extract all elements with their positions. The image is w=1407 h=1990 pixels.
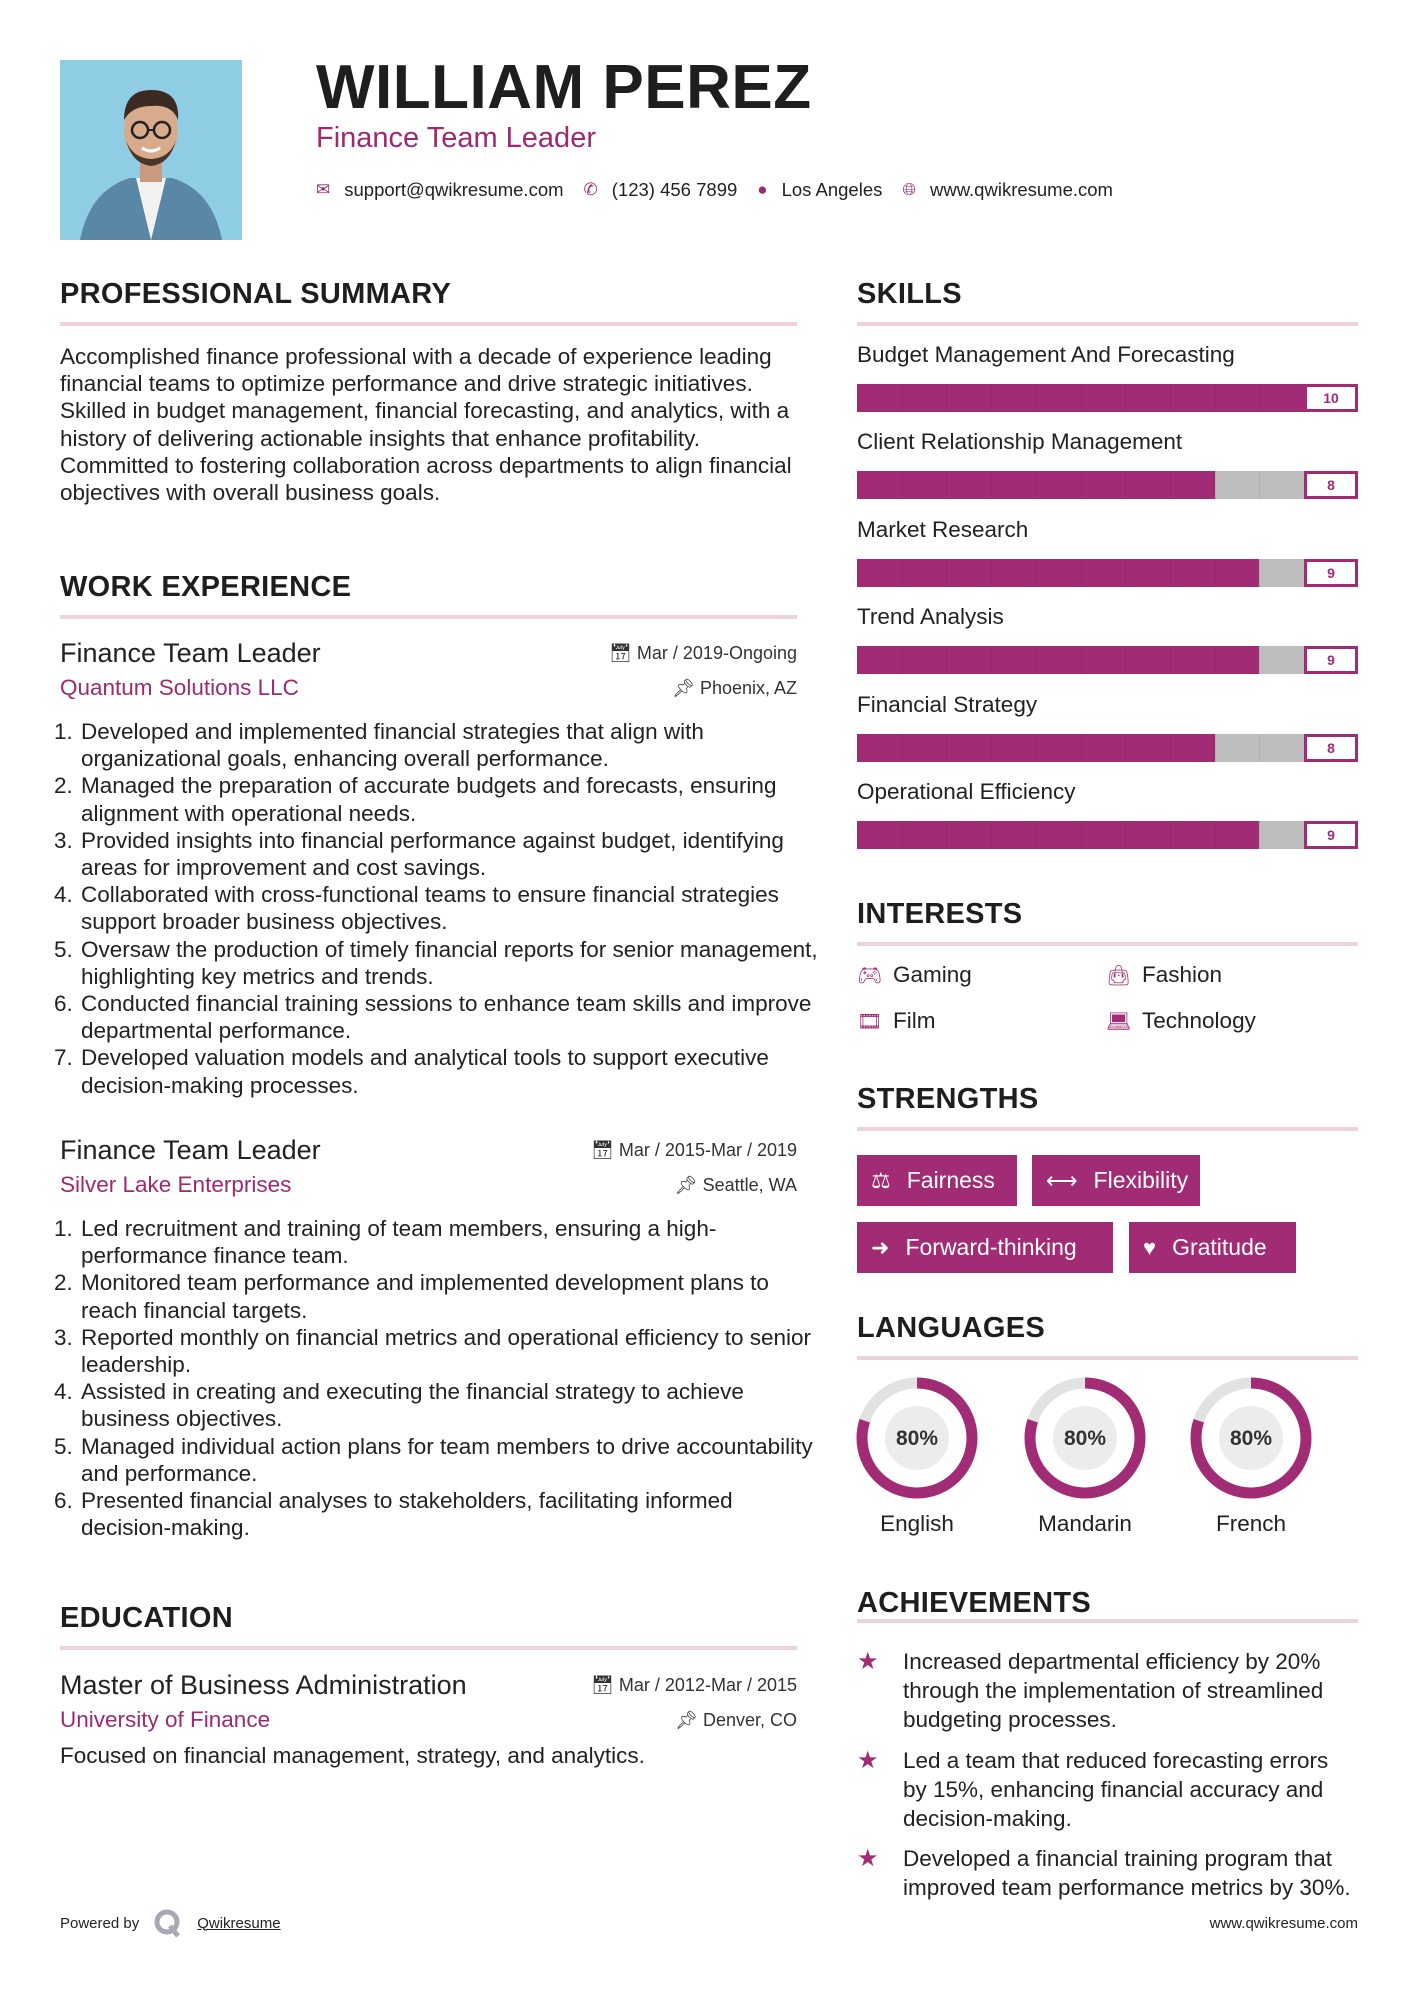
qwikresume-logo-icon xyxy=(153,1908,183,1938)
experience-heading: WORK EXPERIENCE xyxy=(60,571,352,603)
film-icon: 🎞︎ xyxy=(857,1010,883,1033)
skill-bar-segment xyxy=(991,471,992,499)
job-bullet: 4. Collaborated with cross-functional teams to ensure financial strategies support broader business objectives. xyxy=(79,881,820,935)
achievement-item xyxy=(857,1845,1358,1903)
footer-website[interactable]: www.qwikresume.com xyxy=(1209,1915,1358,1932)
interest-gaming xyxy=(857,962,972,988)
skill-bar-segment xyxy=(991,559,992,587)
language-progress-ring xyxy=(1186,1376,1316,1500)
education-description: Focused on financial management, strategy, and analytics. xyxy=(60,1743,645,1768)
skill-bar-segment xyxy=(902,646,903,674)
job-bullet: 6. Presented financial analyses to stakeholders, facilitating informed decision-making. xyxy=(79,1487,820,1541)
skill-bar-segment xyxy=(1036,821,1037,849)
skill-bar-segment xyxy=(1081,734,1082,762)
skill-bar-segment xyxy=(1125,734,1126,762)
language-progress-ring xyxy=(852,1376,982,1500)
skill-bar-segment xyxy=(1215,734,1216,762)
skill-score: 8 xyxy=(1304,734,1358,762)
job-location: Phoenix, AZ xyxy=(699,677,797,698)
achievement-item xyxy=(857,1648,1358,1734)
skill-bar-segment xyxy=(946,384,947,412)
job-bullet: 5. Oversaw the production of timely financial reports for senior management, highlighting key metrics and trends. xyxy=(79,936,820,990)
skill-bar-segment xyxy=(991,821,992,849)
skill-bar-segment xyxy=(1036,471,1037,499)
job-entry xyxy=(60,636,818,1099)
contact-website[interactable]: www.qwikresume.com xyxy=(929,179,1113,200)
skill-bar-segment xyxy=(1081,559,1082,587)
company-name: Quantum Solutions LLC xyxy=(60,675,299,700)
arrows-horizontal-icon: ⟷ xyxy=(1046,1167,1078,1193)
skill-bar xyxy=(857,559,1358,587)
language-item xyxy=(852,1376,982,1537)
skill-bar-segment xyxy=(1081,384,1082,412)
language-item xyxy=(1186,1376,1316,1537)
phone-icon: ✆ xyxy=(583,180,598,199)
skill-item xyxy=(857,517,1358,604)
job-bullet: 2. Monitored team performance and implemented development plans to reach financial targets. xyxy=(79,1269,820,1323)
skill-bar-segment xyxy=(1081,821,1082,849)
skill-bar-segment xyxy=(1081,471,1082,499)
skill-bar-segment xyxy=(946,646,947,674)
school-name: University of Finance xyxy=(60,1707,271,1732)
achievement-text: Led a team that reduced forecasting errors by 15%, enhancing financial accuracy and decision-making. xyxy=(903,1748,1329,1831)
candidate-title: Finance Team Leader xyxy=(316,122,596,154)
section-divider xyxy=(60,1646,797,1650)
shooting-star-icon: ★ xyxy=(857,1845,879,1872)
education-date: Mar / 2012-Mar / 2015 xyxy=(618,1674,797,1695)
pushpin-icon: 📌︎ xyxy=(675,1709,703,1730)
calendar-icon: 📅︎ xyxy=(591,1139,619,1160)
interests-heading: INTERESTS xyxy=(857,898,1023,930)
skill-bar-fill xyxy=(857,821,1259,849)
skill-bar-segment xyxy=(1170,821,1171,849)
skill-bar-segment xyxy=(1125,471,1126,499)
map-pin-icon: ● xyxy=(757,180,768,199)
envelope-icon: ✉ xyxy=(316,180,331,199)
skill-item xyxy=(857,692,1358,779)
skill-score: 10 xyxy=(1304,384,1358,412)
skill-label: Budget Management And Forecasting xyxy=(857,342,1235,367)
skill-bar-segment xyxy=(1215,646,1216,674)
section-divider xyxy=(857,1127,1358,1131)
skill-bar-segment xyxy=(902,471,903,499)
candidate-name: WILLIAM PEREZ xyxy=(316,53,812,122)
skill-bar-segment xyxy=(1259,646,1260,674)
interest-label: Film xyxy=(893,1008,936,1033)
globe-icon: 🌐︎ xyxy=(902,180,916,199)
section-divider xyxy=(60,615,797,619)
language-label: Mandarin xyxy=(1038,1511,1132,1536)
skill-bar-segment xyxy=(1259,559,1260,587)
calendar-icon: 📅︎ xyxy=(609,642,637,663)
skill-bar-segment xyxy=(1170,646,1171,674)
skill-score: 8 xyxy=(1304,471,1358,499)
skill-bar-segment xyxy=(902,821,903,849)
interest-label: Technology xyxy=(1142,1008,1256,1033)
skill-bar-fill xyxy=(857,384,1358,412)
section-divider xyxy=(857,1619,1358,1623)
strength-label: Forward-thinking xyxy=(905,1234,1077,1260)
skill-bar-segment xyxy=(1170,559,1171,587)
company-name: Silver Lake Enterprises xyxy=(60,1172,292,1197)
skill-label: Operational Efficiency xyxy=(857,778,1076,804)
strength-label: Fairness xyxy=(906,1167,995,1193)
skill-bar-segment xyxy=(1215,821,1216,849)
skill-bar-segment xyxy=(1215,559,1216,587)
skill-score: 9 xyxy=(1304,559,1358,587)
skill-label: Client Relationship Management xyxy=(857,429,1183,455)
skill-item xyxy=(857,604,1358,691)
strength-gratitude xyxy=(1129,1222,1296,1273)
skill-item xyxy=(857,342,1358,429)
skill-bar xyxy=(857,734,1358,762)
achievement-text: Increased departmental efficiency by 20% through the implementation of streamlined budgeting processes. xyxy=(903,1649,1324,1732)
strength-flexibility xyxy=(1032,1155,1200,1206)
skill-bar-segment xyxy=(991,646,992,674)
language-percent: 80% xyxy=(895,1427,939,1450)
job-bullet: 6. Conducted financial training sessions to enhance team skills and improve departmental performance. xyxy=(79,990,820,1044)
interest-label: Gaming xyxy=(893,962,972,987)
skill-bar-segment xyxy=(991,384,992,412)
job-bullet: 4. Assisted in creating and executing the financial strategy to achieve business objectives. xyxy=(79,1378,820,1432)
job-bullets xyxy=(60,718,820,1099)
language-progress-ring xyxy=(1020,1376,1150,1500)
skill-bar-segment xyxy=(902,559,903,587)
skills-heading: SKILLS xyxy=(857,278,962,310)
skill-bar-segment xyxy=(1081,646,1082,674)
skills-list xyxy=(857,342,1358,866)
skill-bar-segment xyxy=(1259,471,1260,499)
strength-fairness xyxy=(857,1155,1017,1206)
skill-bar-segment xyxy=(1215,471,1216,499)
summary-heading: PROFESSIONAL SUMMARY xyxy=(60,278,452,310)
contact-phone: (123) 456 7899 xyxy=(611,179,738,200)
language-percent: 80% xyxy=(1229,1427,1273,1450)
qwikresume-link[interactable]: Qwikresume xyxy=(197,1914,281,1932)
skill-bar xyxy=(857,471,1358,499)
skill-bar-segment xyxy=(1259,384,1260,412)
contact-info xyxy=(316,179,1133,201)
heart-icon: ♥ xyxy=(1143,1234,1157,1260)
section-divider xyxy=(857,322,1358,326)
skill-bar-segment xyxy=(1170,471,1171,499)
skill-bar-fill xyxy=(857,559,1259,587)
skill-label: Financial Strategy xyxy=(857,691,1038,717)
job-entry xyxy=(60,1133,813,1541)
skill-bar-segment xyxy=(902,384,903,412)
profile-photo xyxy=(60,60,242,240)
job-bullet: 3. Reported monthly on financial metrics and operational efficiency to senior leadership. xyxy=(79,1324,820,1378)
skill-label: Market Research xyxy=(857,516,1029,542)
job-bullets xyxy=(60,1215,820,1541)
skill-bar-segment xyxy=(902,734,903,762)
job-date: Mar / 2015-Mar / 2019 xyxy=(618,1139,797,1160)
contact-email[interactable]: support@qwikresume.com xyxy=(344,179,564,200)
skill-bar xyxy=(857,821,1358,849)
education-heading: EDUCATION xyxy=(60,1602,233,1634)
skill-bar-segment xyxy=(1259,734,1260,762)
skill-bar-segment xyxy=(1170,384,1171,412)
skill-bar-segment xyxy=(1036,559,1037,587)
language-label: English xyxy=(880,1511,954,1536)
interest-fashion xyxy=(1106,962,1222,988)
skill-bar-segment xyxy=(946,559,947,587)
skill-score: 9 xyxy=(1304,821,1358,849)
skill-bar-segment xyxy=(991,734,992,762)
skill-bar-segment xyxy=(1170,734,1171,762)
powered-by xyxy=(60,1908,281,1938)
education-location: Denver, CO xyxy=(702,1709,797,1730)
job-bullet: 1. Developed and implemented financial strategies that align with organizational goals, enhancing overall performance. xyxy=(79,718,820,772)
job-bullet: 3. Provided insights into financial performance against budget, identifying areas for improvement and cost savings. xyxy=(79,827,820,881)
shooting-star-icon: ★ xyxy=(857,1648,879,1675)
section-divider xyxy=(857,942,1358,946)
degree-name: Master of Business Administration xyxy=(60,1669,467,1700)
languages-heading: LANGUAGES xyxy=(857,1312,1045,1344)
skill-bar-segment xyxy=(1036,384,1037,412)
skill-bar-segment xyxy=(1215,384,1216,412)
job-title: Finance Team Leader xyxy=(60,637,321,668)
language-item xyxy=(1020,1376,1150,1537)
language-label: French xyxy=(1215,1511,1287,1536)
section-divider xyxy=(60,322,797,326)
shopping-bag-icon: 👜︎ xyxy=(1106,964,1132,987)
strengths-heading: STRENGTHS xyxy=(857,1083,1039,1115)
job-location: Seattle, WA xyxy=(702,1174,797,1195)
education-entry xyxy=(60,1668,797,1769)
skill-bar-segment xyxy=(946,821,947,849)
job-title: Finance Team Leader xyxy=(60,1134,321,1165)
interest-label: Fashion xyxy=(1142,962,1223,987)
calendar-icon: 📅︎ xyxy=(591,1674,619,1695)
strength-forward-thinking xyxy=(857,1222,1113,1273)
skill-bar-segment xyxy=(1125,384,1126,412)
gamepad-icon: 🎮︎ xyxy=(857,964,883,987)
arrow-right-icon: ➜ xyxy=(871,1234,890,1260)
pushpin-icon: 📌︎ xyxy=(672,677,700,698)
shooting-star-icon: ★ xyxy=(857,1747,879,1774)
achievement-item xyxy=(857,1747,1358,1833)
skill-bar-segment xyxy=(1125,559,1126,587)
skill-bar-segment xyxy=(946,471,947,499)
skill-bar-segment xyxy=(1125,821,1126,849)
interest-film xyxy=(857,1008,935,1034)
achievements-heading: ACHIEVEMENTS xyxy=(857,1587,1092,1619)
skill-item xyxy=(857,429,1358,516)
job-date: Mar / 2019-Ongoing xyxy=(636,642,797,663)
skill-bar-segment xyxy=(1036,646,1037,674)
balance-scale-icon: ⚖ xyxy=(871,1167,891,1193)
strength-label: Flexibility xyxy=(1093,1167,1189,1193)
pushpin-icon: 📌︎ xyxy=(674,1174,703,1195)
skill-bar-segment xyxy=(1259,821,1260,849)
job-bullet: 1. Led recruitment and training of team members, ensuring a high-performance finance team. xyxy=(79,1215,820,1269)
powered-by-label: Powered by xyxy=(60,1914,140,1932)
skill-score: 9 xyxy=(1304,646,1358,674)
strength-label: Gratitude xyxy=(1172,1234,1267,1260)
skill-bar-segment xyxy=(1125,646,1126,674)
skill-label: Trend Analysis xyxy=(857,604,1004,630)
contact-location: Los Angeles xyxy=(781,179,883,200)
achievement-text: Developed a financial training program that improved team performance metrics by 30%. xyxy=(903,1846,1351,1900)
job-bullet: 5. Managed individual action plans for team members to drive accountability and performance. xyxy=(79,1433,820,1487)
skill-item xyxy=(857,779,1358,866)
interest-technology xyxy=(1106,1008,1256,1034)
skill-bar-segment xyxy=(1036,734,1037,762)
job-bullet: 7. Developed valuation models and analytical tools to support executive decision-making processes. xyxy=(79,1044,820,1098)
language-percent: 80% xyxy=(1063,1427,1107,1450)
skill-bar-segment xyxy=(946,734,947,762)
section-divider xyxy=(857,1356,1358,1360)
skill-bar xyxy=(857,384,1358,412)
laptop-icon: 💻︎ xyxy=(1106,1010,1132,1033)
summary-text: Accomplished finance professional with a decade of experience leading financial teams to optimize performance and drive strategic initiatives. Skilled in budget management, financial forecasting, and analytics, with a history of delivering actionable insights that enhance profitability. Committed to fostering collaboration across departments to align financial objectives with overall business goals. xyxy=(60,344,792,506)
skill-bar-fill xyxy=(857,646,1259,674)
skill-bar xyxy=(857,646,1358,674)
job-bullet: 2. Managed the preparation of accurate budgets and forecasts, ensuring alignment with operational needs. xyxy=(79,772,820,826)
